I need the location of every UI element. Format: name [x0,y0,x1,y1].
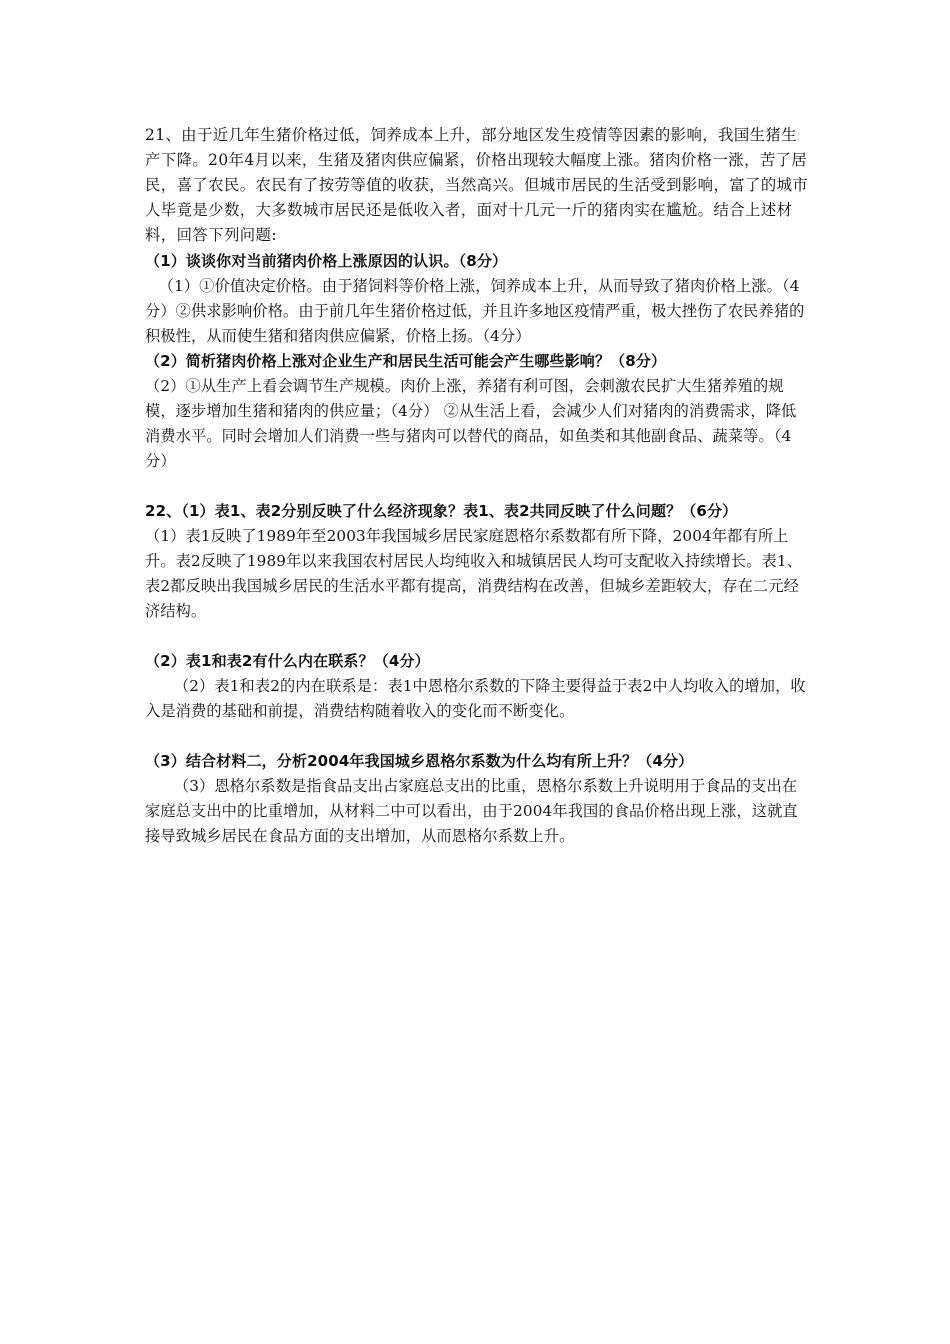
q21-sub1-answer-block [145,274,810,349]
q22-sub2-question-block [145,649,810,674]
q22-sub3-question-block [145,749,810,774]
q22-sub1-answer-block [145,524,810,624]
q21-sub1-answer: （1）①价值决定价格。由于猪饲料等价格上涨，饲养成本上升，从而导致了猪肉价格上涨。（4分）②供求影响价格。由于前几年生猪价格过低，并且许多地区疫情严重，极大挫伤了农民养猪的积极性，从而使生猪和猪肉供应偏紧，价格上扬。（4分） [145,277,805,345]
q22-sub1-answer: （1）表1反映了1989年至2003年我国城乡居民家庭恩格尔系数都有所下降，2004年都有所上升。表2反映了1989年以来我国农村居民人均纯收入和城镇居民人均可支配收入持续增长。表1、表2都反映出我国城乡居民的生活水平都有提高，消费结构在改善，但城乡差距较大，存在二元经济结构。 [145,527,803,620]
q22-sub1-question: 22、（1）表1、表2分别反映了什么经济现象？表1、表2共同反映了什么问题？（6分） [145,502,738,520]
q22-sub2-question: （2）表1和表2有什么内在联系？（4分） [145,652,430,670]
q22-sub3-answer-block [145,774,810,849]
q22-sub3-question: （3）结合材料二，分析2004年我国城乡恩格尔系数为什么均有所上升？（4分） [145,752,694,770]
q21-sub2-question: （2）简析猪肉价格上涨对企业生产和居民生活可能会产生哪些影响？（8分） [145,352,667,370]
q21-sub2-question-block [145,349,810,374]
q21-sub1-question-block [145,249,810,274]
q22-sub3-answer: （3）恩格尔系数是指食品支出占家庭总支出的比重，恩格尔系数上升说明用于食品的支出在家庭总支出中的比重增加，从材料二中可以看出，由于2004年我国的食品价格出现上涨，这就直接导致城乡居民在食品方面的支出增加，从而恩格尔系数上升。 [145,777,798,845]
q21-sub2-answer-block [145,374,810,474]
q21-intro: 21、由于近几年生猪价格过低，饲养成本上升，部分地区发生疫情等因素的影响，我国生猪生产下降。20年4月以来，生猪及猪肉供应偏紧，价格出现较大幅度上涨。猪肉价格一涨，苦了居民，喜了农民。农民有了按劳等值的收获，当然高兴。但城市居民的生活受到影响，富了的城市人毕竟是少数，大多数城市居民还是低收入者，面对十几元一斤的猪肉实在尴尬。结合上述材料，回答下列问题: [145,126,809,244]
q22-sub2-answer: （2）表1和表2的内在联系是：表1中恩格尔系数的下降主要得益于表2中人均收入的增加，收入是消费的基础和前提，消费结构随着收入的变化而不断变化。 [145,677,806,720]
q21-sub1-question: （1）谈谈你对当前猪肉价格上涨原因的认识。（8分） [145,252,508,270]
q22-sub1-question-block [145,499,810,524]
q21-intro-block [145,123,810,248]
q21-sub2-answer: （2）①从生产上看会调节生产规模。肉价上涨，养猪有利可图，会刺激农民扩大生猪养殖的规模，逐步增加生猪和猪肉的供应量；（4分） ②从生活上看，会减少人们对猪肉的消费需求，降低消费水平。同时会增加人们消费一些与猪肉可以替代的商品，如鱼类和其他副食品、蔬菜等。（4分） [145,377,797,470]
q22-sub2-answer-block [145,674,810,724]
